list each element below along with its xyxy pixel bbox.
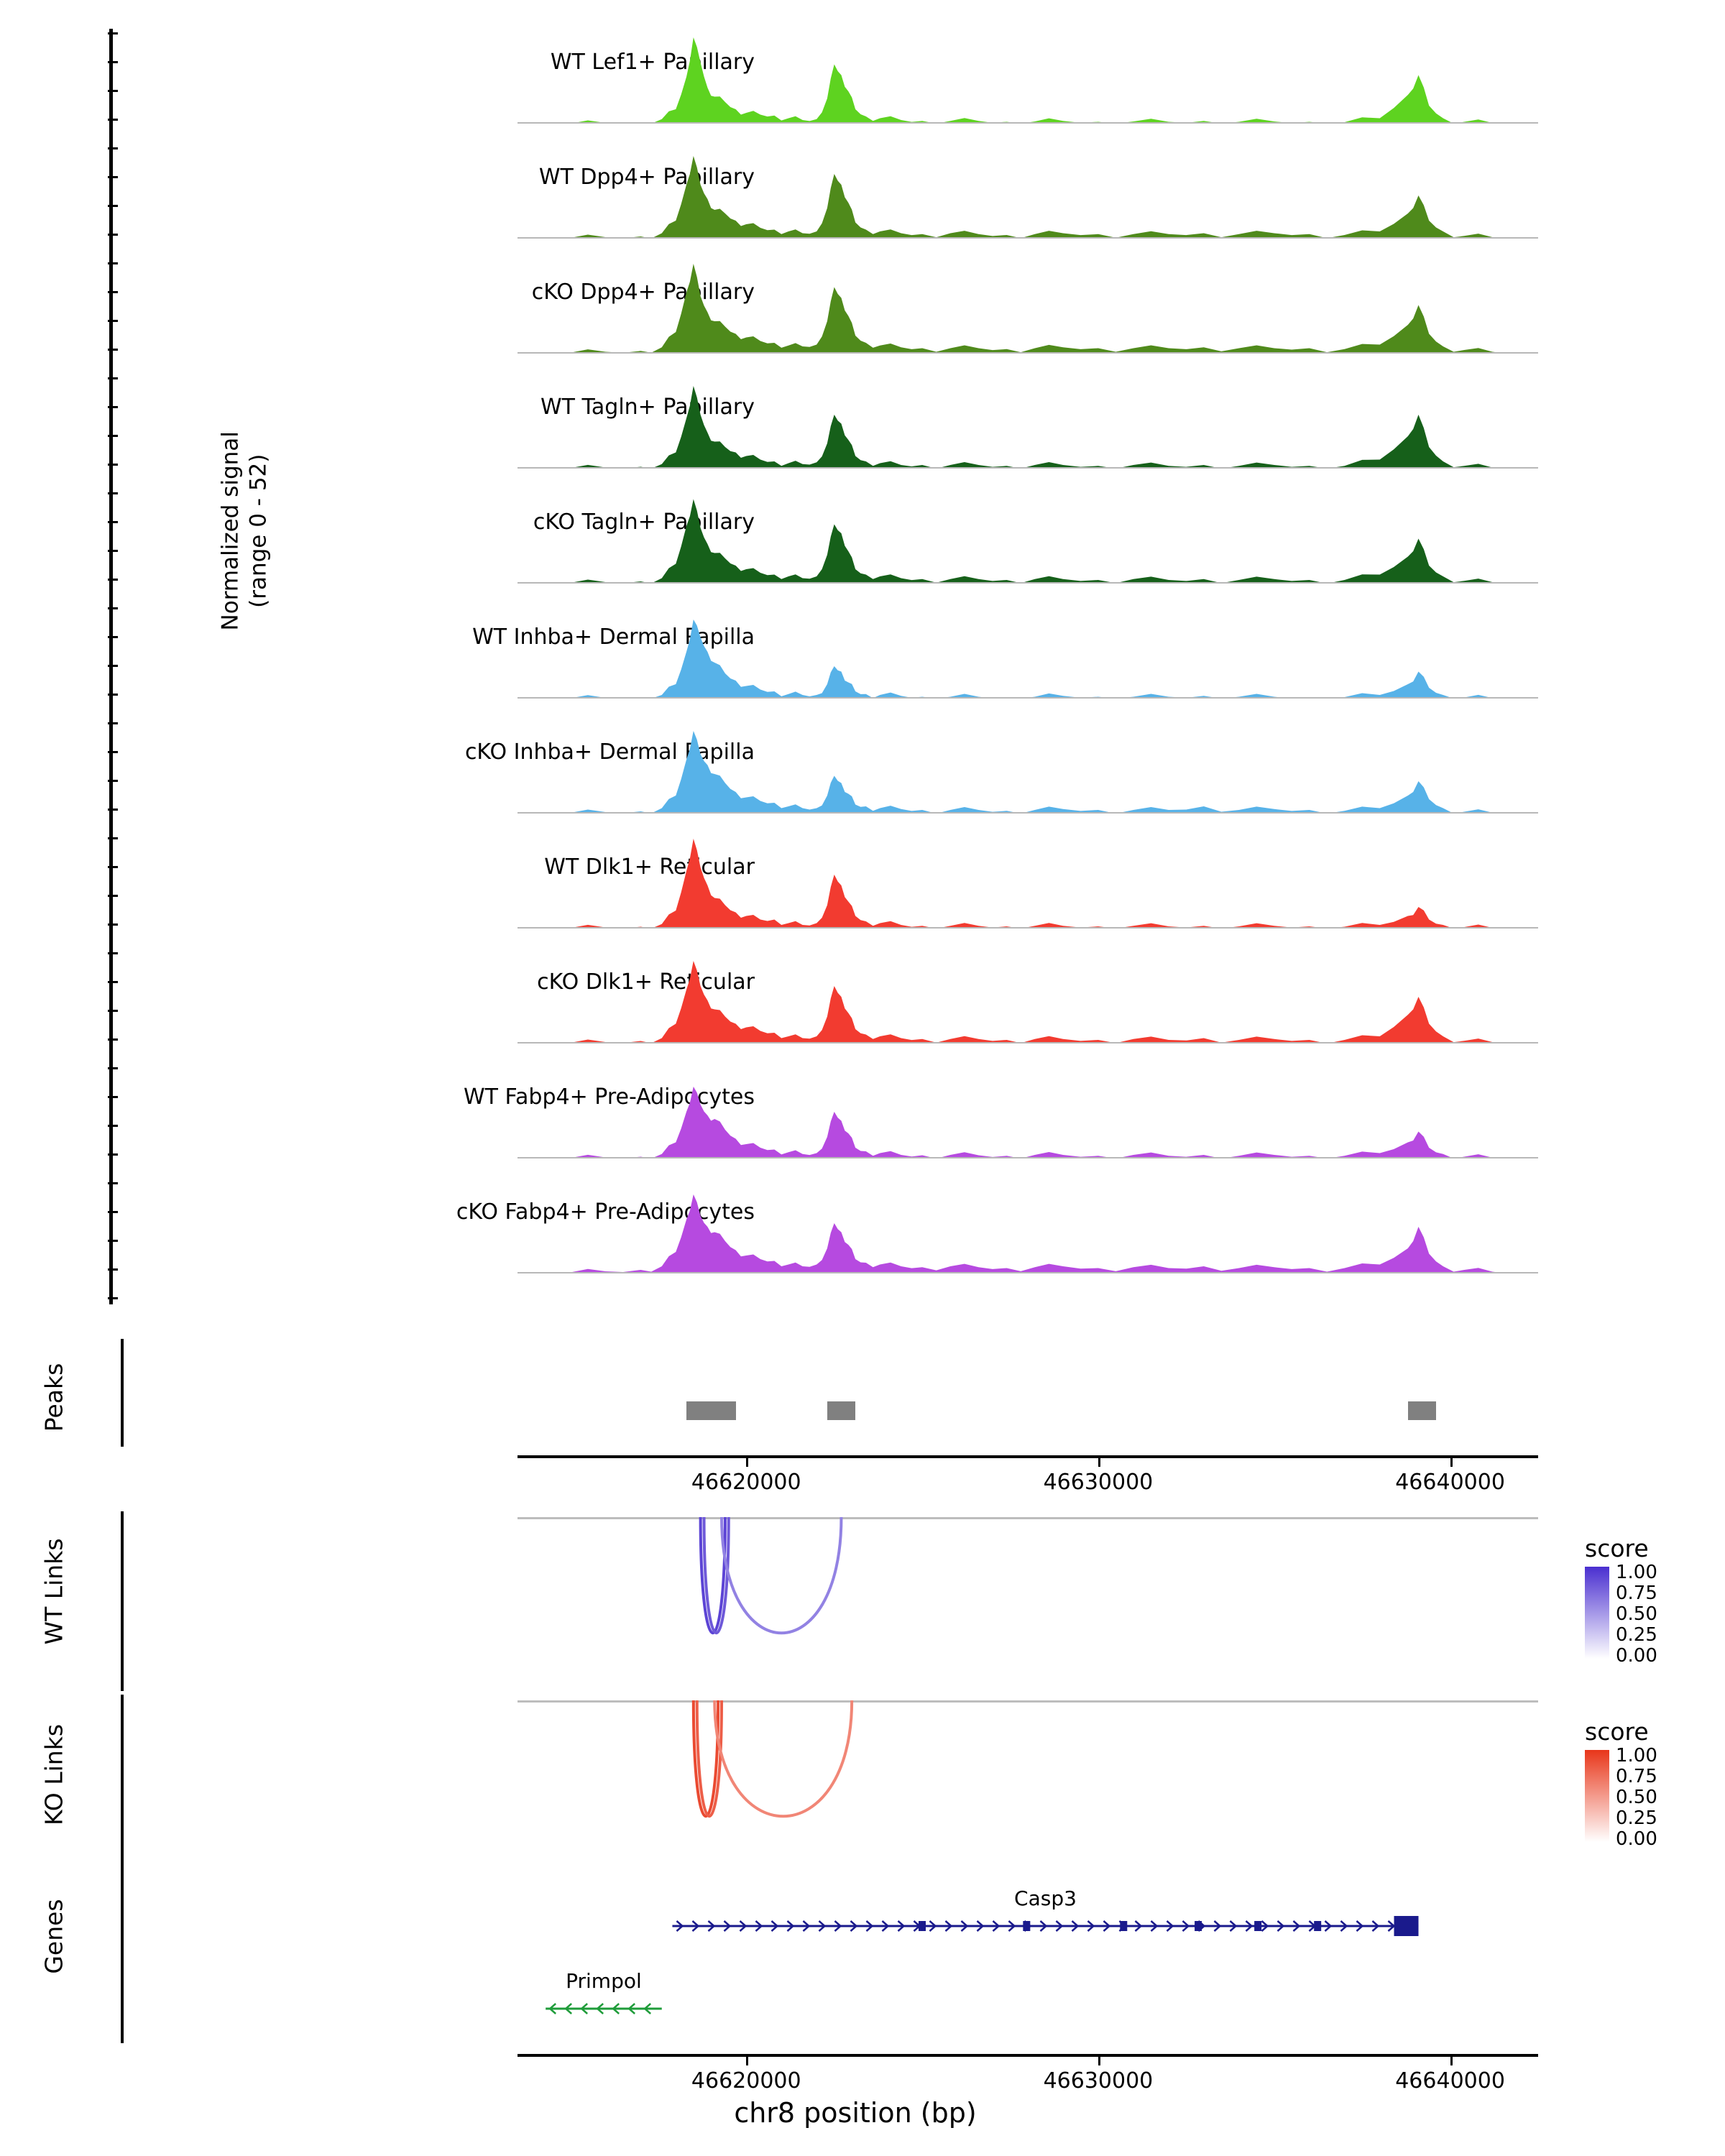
legend-tick-label: 1.00 [1616, 1745, 1657, 1766]
x-axis-tick [1450, 2057, 1453, 2065]
ko-links-panel [0, 1689, 1725, 1879]
coverage-track [518, 375, 1538, 469]
track-label: WT Fabp4+ Pre-Adipocytes [464, 1084, 755, 1110]
gene-exon [1120, 1921, 1127, 1931]
y-axis-tick [108, 866, 118, 868]
track-baseline [518, 927, 1538, 929]
track-label: WT Dpp4+ Papillary [538, 165, 755, 190]
y-axis-tick [108, 895, 118, 897]
track-baseline [518, 237, 1538, 239]
y-axis-tick [108, 694, 118, 696]
y-axis-tick [108, 952, 118, 954]
track-label: cKO Tagln+ Papillary [533, 510, 755, 535]
y-axis-label-line2: (range 0 - 52) [245, 453, 271, 608]
track-label: cKO Dlk1+ Reticular [537, 969, 755, 995]
x-axis-tick-label: 46620000 [691, 2068, 801, 2093]
coverage-track [518, 950, 1538, 1044]
peak-region [827, 1401, 855, 1420]
y-axis-tick [108, 492, 118, 494]
peaks-x-axis [518, 1455, 1538, 1458]
ko-legend-colorbar [1585, 1750, 1609, 1842]
wt-legend-title: score [1585, 1534, 1649, 1562]
y-axis-tick [108, 751, 118, 753]
track-baseline [518, 1042, 1538, 1044]
y-axis-tick [108, 176, 118, 178]
gene-exon [1394, 1916, 1419, 1936]
legend-tick-label: 0.25 [1616, 1624, 1657, 1646]
y-axis-tick [108, 119, 118, 121]
y-axis-tick [108, 521, 118, 523]
y-axis-tick [108, 377, 118, 379]
gene-exon [1195, 1921, 1202, 1931]
track-baseline [518, 1272, 1538, 1273]
wt-links-axis-line [121, 1511, 124, 1691]
y-axis-tick [108, 147, 118, 149]
y-axis-tick [108, 665, 118, 667]
y-axis-tick [108, 291, 118, 293]
y-axis-tick [108, 90, 118, 92]
track-label: cKO Inhba+ Dermal Papilla [464, 740, 755, 765]
coverage-track [518, 260, 1538, 354]
legend-tick-label: 0.00 [1616, 1828, 1657, 1850]
y-axis-tick [108, 1153, 118, 1156]
y-axis-tick [108, 780, 118, 782]
y-axis-tick [108, 1038, 118, 1041]
track-label: WT Tagln+ Papillary [540, 395, 755, 420]
legend-tick-label: 0.25 [1616, 1807, 1657, 1829]
y-axis-tick [108, 262, 118, 264]
track-baseline [518, 812, 1538, 814]
genes-axis-line [121, 1874, 124, 2043]
wt-links-panel [0, 1506, 1725, 1696]
coverage-track [518, 1180, 1538, 1273]
y-axis-tick [108, 722, 118, 724]
legend-tick-label: 0.75 [1616, 1583, 1657, 1604]
y-axis-tick [108, 607, 118, 609]
x-axis-tick-label: 46640000 [1395, 2068, 1505, 2093]
legend-tick-label: 0.75 [1616, 1766, 1657, 1787]
link-arc [722, 1517, 841, 1633]
x-axis-tick [1098, 1458, 1100, 1467]
coverage-track [518, 605, 1538, 699]
y-axis-tick [108, 61, 118, 63]
legend-tick-label: 0.00 [1616, 1645, 1657, 1667]
y-axis-tick [108, 550, 118, 552]
track-baseline [518, 1157, 1538, 1158]
legend-tick-label: 1.00 [1616, 1562, 1657, 1583]
peak-region [686, 1401, 736, 1420]
ko-legend-title: score [1585, 1718, 1649, 1746]
track-label: WT Dlk1+ Reticular [544, 854, 755, 880]
track-baseline [518, 352, 1538, 354]
y-axis-tick [108, 1182, 118, 1184]
y-axis-tick [108, 1211, 118, 1213]
y-axis-tick [108, 349, 118, 351]
track-label: WT Lef1+ Papillary [550, 50, 755, 75]
y-axis-tick [108, 837, 118, 839]
coverage-track [518, 1065, 1538, 1158]
y-axis-label-line1: Normalized signal [217, 431, 244, 631]
y-axis-tick [108, 234, 118, 236]
y-axis-tick [108, 579, 118, 581]
gene-exon [1254, 1921, 1261, 1931]
wt-links-arcs [518, 1517, 1538, 1697]
peaks-panel [0, 1333, 1725, 1495]
y-axis-tick [108, 1067, 118, 1069]
x-axis-tick [746, 2057, 748, 2065]
ko-links-arcs [518, 1700, 1538, 1880]
wt-legend-colorbar [1585, 1567, 1609, 1659]
y-axis-tick [108, 1010, 118, 1012]
gene-exon [919, 1921, 926, 1931]
y-axis-tick [108, 1125, 118, 1127]
coverage-track [518, 30, 1538, 124]
gene-name-label: Casp3 [1014, 1886, 1077, 1910]
gene-name-label: Primpol [566, 1969, 642, 1993]
gene-exon [1314, 1921, 1321, 1931]
coverage-track [518, 490, 1538, 584]
peaks-label: Peaks [40, 1363, 68, 1432]
x-axis-tick [746, 1458, 748, 1467]
track-label: cKO Fabp4+ Pre-Adipocytes [456, 1199, 755, 1225]
y-axis-tick [108, 32, 118, 34]
y-axis-tick [108, 1297, 118, 1299]
genes-panel [0, 1869, 1725, 2156]
coverage-track [518, 835, 1538, 929]
link-arc [714, 1700, 852, 1816]
x-axis-tick-label: 46620000 [691, 1470, 801, 1495]
y-axis-tick [108, 636, 118, 638]
y-axis-tick [108, 1268, 118, 1271]
peak-region [1408, 1401, 1436, 1420]
y-axis-tick [108, 808, 118, 811]
x-axis-tick [1098, 2057, 1100, 2065]
y-axis-tick [108, 435, 118, 437]
x-axis-tick [1450, 1458, 1453, 1467]
track-baseline [518, 122, 1538, 124]
ko-links-axis-line [121, 1695, 124, 1874]
y-axis-tick [108, 1240, 118, 1242]
track-baseline [518, 467, 1538, 469]
track-label: cKO Dpp4+ Papillary [531, 280, 755, 305]
y-axis-tick [108, 205, 118, 207]
y-axis-tick [108, 406, 118, 408]
track-label: WT Inhba+ Dermal Papilla [472, 625, 755, 650]
genes-label: Genes [40, 1899, 68, 1974]
ko-links-label: KO Links [40, 1723, 68, 1826]
coverage-track [518, 720, 1538, 814]
x-axis-tick-label: 46630000 [1043, 1470, 1154, 1495]
x-axis-tick-label: 46630000 [1043, 2068, 1154, 2093]
coverage-track [518, 145, 1538, 239]
track-baseline [518, 697, 1538, 699]
x-axis-tick-label: 46640000 [1395, 1470, 1505, 1495]
y-axis-tick [108, 923, 118, 926]
genes-x-axis [518, 2054, 1538, 2057]
gene-exon [1023, 1921, 1030, 1931]
legend-tick-label: 0.50 [1616, 1603, 1657, 1625]
y-axis-tick [108, 464, 118, 466]
wt-links-label: WT Links [40, 1538, 68, 1645]
legend-tick-label: 0.50 [1616, 1787, 1657, 1808]
y-axis-tick [108, 320, 118, 322]
y-axis-tick [108, 981, 118, 983]
y-axis-tick [108, 1096, 118, 1098]
track-baseline [518, 582, 1538, 584]
peaks-axis-line [121, 1339, 124, 1447]
x-axis-title: chr8 position (bp) [734, 2097, 977, 2129]
